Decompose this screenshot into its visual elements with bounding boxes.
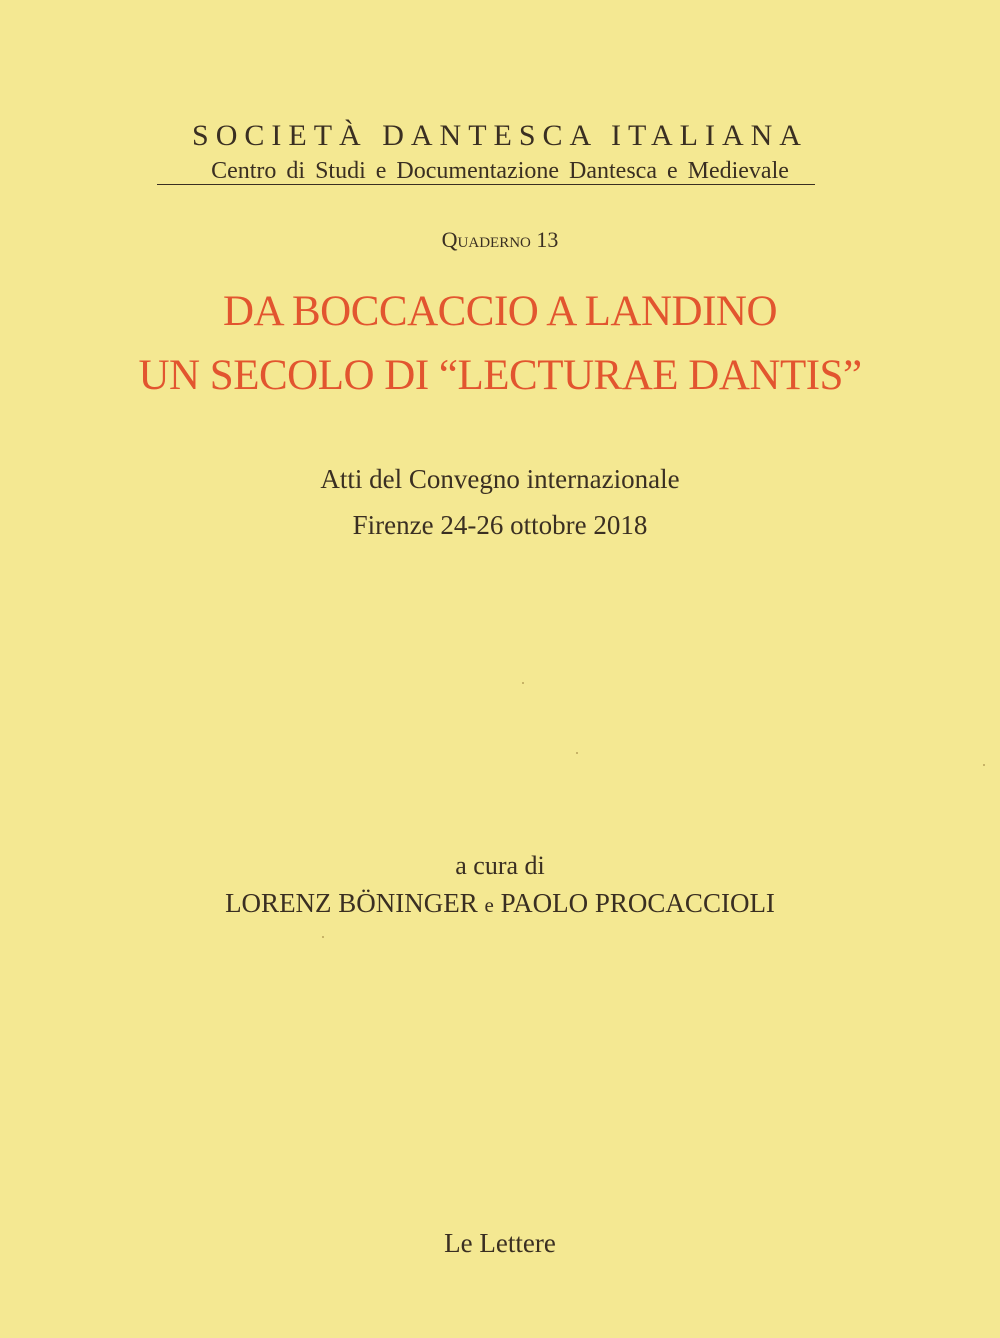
editor-conjunction: e	[484, 893, 494, 917]
divider-rule	[157, 184, 815, 185]
book-title-line-1: DA BOCCACCIO A LANDINO	[222, 288, 778, 335]
editor-label: a cura di	[455, 851, 545, 880]
paper-speck	[983, 764, 985, 766]
publisher-name: Le Lettere	[444, 1228, 556, 1258]
editors	[0, 886, 1000, 922]
paper-speck	[522, 682, 524, 684]
conference-date: Firenze 24-26 ottobre 2018	[352, 510, 648, 540]
proceedings-description: Atti del Convegno internazionale	[320, 464, 680, 494]
book-title-line-2: UN SECOLO DI “LECTURAE DANTIS”	[138, 352, 862, 399]
society-name: SOCIETÀ DANTESCA ITALIANA	[192, 119, 808, 152]
editor-name-1: LORENZ BÖNINGER	[225, 888, 478, 918]
series-label: Quaderno 13	[441, 227, 559, 252]
paper-speck	[576, 752, 578, 754]
editor-name-2: PAOLO PROCACCIOLI	[500, 888, 775, 918]
paper-speck	[322, 936, 324, 938]
society-subtitle: Centro di Studi e Documentazione Dantesca e Medievale	[211, 158, 789, 184]
